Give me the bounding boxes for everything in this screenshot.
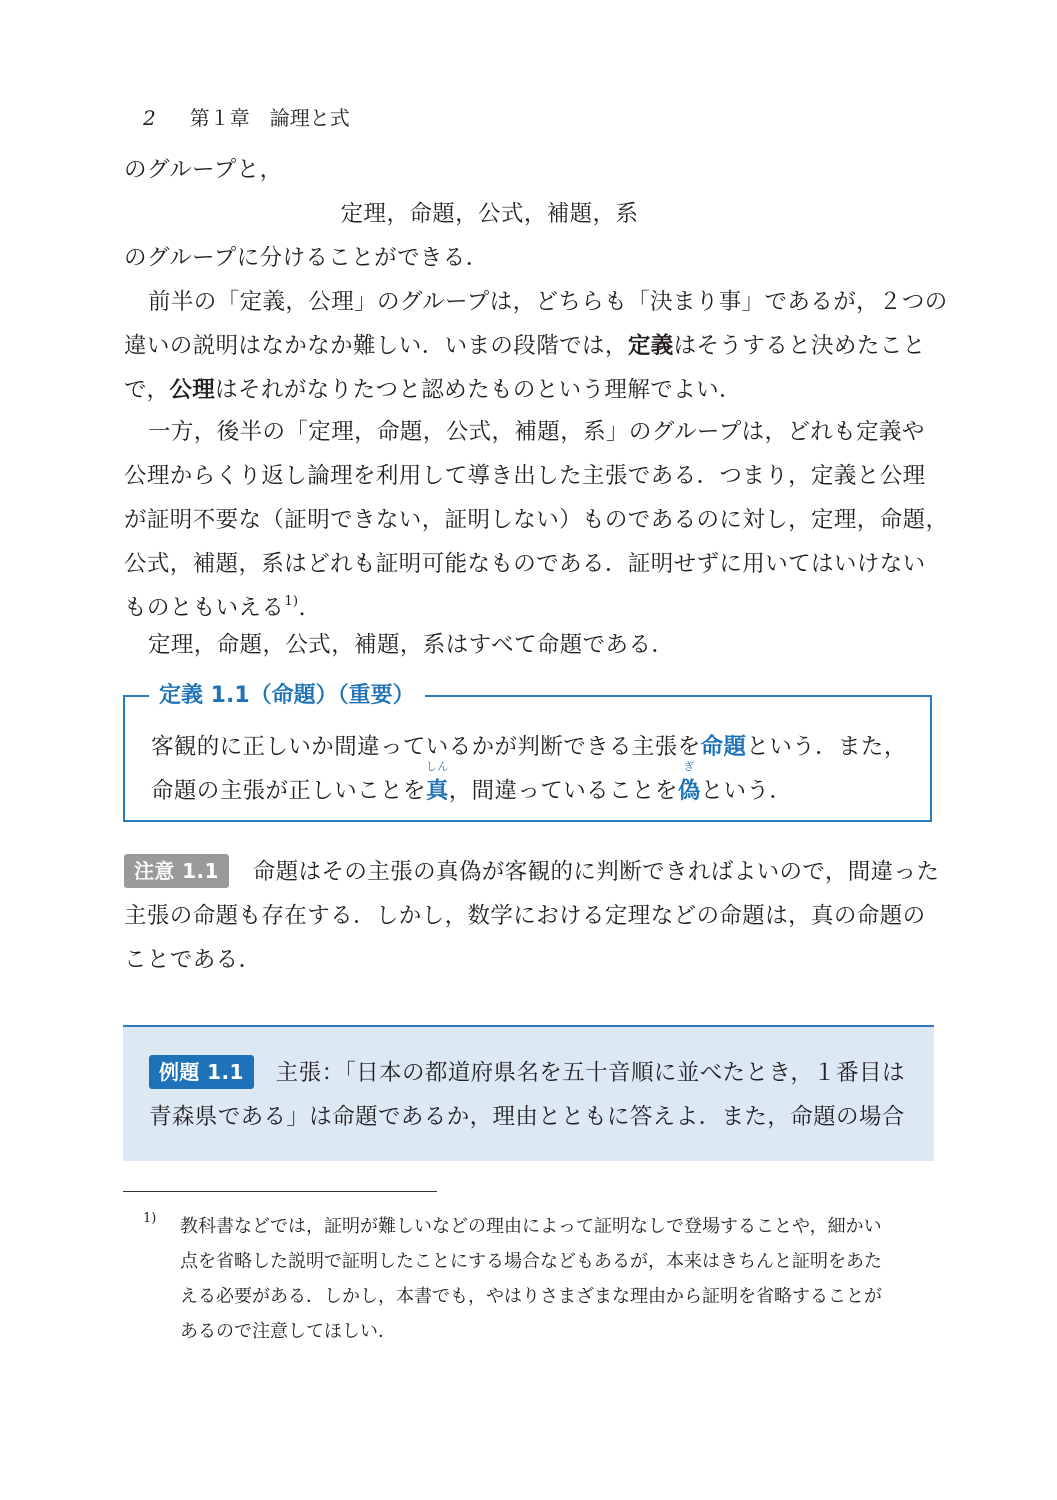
footnote-rule bbox=[123, 1191, 437, 1192]
text-line bbox=[124, 850, 940, 894]
text-line: える必要がある．しかし，本書でも，やはりさまざまな理由から証明を省略することが bbox=[180, 1286, 882, 1307]
text-line: のグループに分けることができる． bbox=[124, 245, 489, 271]
text-line bbox=[124, 324, 935, 368]
example-box bbox=[123, 1025, 934, 1161]
paragraph-3 bbox=[124, 623, 935, 667]
ruby-reading: しん bbox=[425, 760, 449, 773]
page-number: 2 bbox=[143, 106, 156, 130]
example-body bbox=[149, 1051, 905, 1139]
text-run: 命題の主張が正しいことを bbox=[151, 778, 426, 804]
text-line: のグループと， bbox=[124, 157, 283, 183]
text-run: ，間違っていることを bbox=[448, 778, 678, 804]
text-line: 青森県である」は命題であるか，理由とともに答えよ．また，命題の場合 bbox=[149, 1104, 905, 1130]
term-true-ruby bbox=[425, 760, 449, 813]
text-line: が証明不要な（証明できない，証明しない）ものであるのに対し，定理，命題， bbox=[124, 507, 949, 533]
text-line bbox=[124, 368, 935, 412]
text-line: 教科書などでは，証明が難しいなどの理由によって証明なしで登場することや，細かい bbox=[180, 1216, 882, 1237]
definition-box bbox=[123, 683, 932, 822]
text-run: ものともいえる bbox=[124, 595, 285, 621]
text-line: 主張の命題も存在する．しかし，数学における定理などの命題は，真の命題の bbox=[124, 903, 926, 929]
footnote-mark: 1) bbox=[143, 1211, 157, 1226]
bold-term-axiom: 公理 bbox=[169, 377, 216, 403]
text-line bbox=[149, 1051, 905, 1095]
text-line: ことである． bbox=[124, 947, 262, 973]
text-run: はそうすると決めたこと bbox=[673, 333, 926, 359]
text-line: あるので注意してほしい． bbox=[180, 1321, 396, 1342]
text-line: 点を省略した説明で証明したことにする場合などもあるが，本来はきちんと証明をあた bbox=[180, 1251, 882, 1272]
term-false: 偽 bbox=[677, 778, 701, 804]
footnote bbox=[143, 1209, 943, 1349]
definition-title: 定義 1.1（命題）（重要） bbox=[149, 678, 425, 714]
paragraph-2 bbox=[124, 410, 949, 630]
text-line: 一方，後半の「定理，命題，公式，補題，系」のグループは，どれも定義や bbox=[148, 419, 925, 445]
centered-list: 定理，命題，公式，補題，系 bbox=[340, 201, 639, 227]
text-run: 主張：「日本の都道府県名を五十音順に並べたとき，１番目は bbox=[275, 1060, 905, 1086]
footnote-text bbox=[180, 1209, 943, 1349]
term-proposition: 命題 bbox=[700, 734, 747, 760]
definition-body bbox=[151, 725, 907, 813]
text-run: で， bbox=[124, 377, 170, 403]
text-run: 違いの説明はなかなか難しい．いまの段階では， bbox=[124, 333, 628, 359]
text-line: 定理，命題，公式，補題，系はすべて命題である． bbox=[148, 632, 675, 658]
note-block bbox=[124, 850, 940, 982]
intro-text bbox=[124, 148, 935, 280]
term-false-ruby bbox=[677, 760, 701, 813]
text-run: という． bbox=[700, 778, 793, 804]
chapter-title: 第１章 論理と式 bbox=[189, 106, 350, 130]
text-run: . bbox=[298, 595, 307, 621]
ruby-reading: ぎ bbox=[683, 760, 695, 773]
bold-term-definition: 定義 bbox=[627, 333, 674, 359]
text-run: 命題はその主張の真偽が客観的に判断できればよいので，間違った bbox=[252, 859, 940, 885]
term-true: 真 bbox=[425, 778, 449, 804]
note-badge: 注意 1.1 bbox=[124, 854, 229, 888]
footnote-reference[interactable]: 1) bbox=[284, 594, 299, 609]
text-line bbox=[151, 760, 907, 813]
text-line bbox=[151, 725, 907, 769]
text-line: 前半の「定義，公理」のグループは，どちらも「決まり事」であるが，２つの bbox=[148, 289, 948, 315]
text-run: はそれがなりたつと認めたものという理解でよい． bbox=[215, 377, 742, 403]
text-line: 公式，補題，系はどれも証明可能なものである．証明せずに用いてはいけない bbox=[124, 551, 926, 577]
text-run: という．また， bbox=[746, 734, 907, 760]
text-line: 公理からくり返し論理を利用して導き出した主張である．つまり，定義と公理 bbox=[124, 463, 926, 489]
paragraph-1 bbox=[124, 280, 948, 412]
text-run: 客観的に正しいか間違っているかが判断できる主張を bbox=[151, 734, 701, 760]
running-header bbox=[143, 102, 350, 131]
example-badge: 例題 1.1 bbox=[149, 1055, 254, 1089]
